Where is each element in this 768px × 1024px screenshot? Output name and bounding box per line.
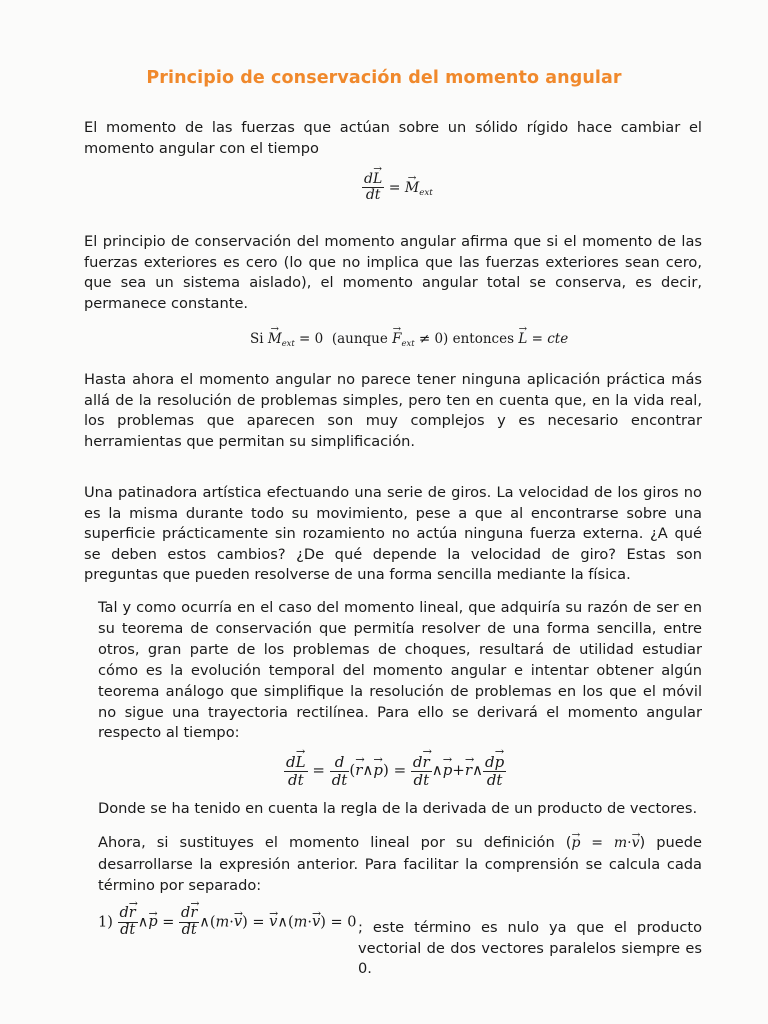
- eq-text-entonces: entonces: [452, 331, 515, 347]
- subscript-ext: ext: [419, 187, 433, 198]
- eq-text-si: Si: [250, 331, 264, 347]
- page-title: Principio de conservación del momento angular: [146, 68, 622, 88]
- item-label-1: 1): [98, 914, 113, 931]
- equation-term-1: 1) $\frac{d\to r}{dt}$ ∧→ p = $\frac{d\to r}{dt}$ ∧(m·→ v) = → v∧(m·→ v) = 0: [98, 906, 356, 939]
- paragraph-linear-momentum: Tal y como ocurría en el caso del momento lineal, que adquiría su razón de ser en su teorema de conservación que permitía resolver de una forma sencilla, entre otros, gran parte de los problemas de choques, resultará de utilidad estudiar cómo es la evolución temporal del momento angular e intentar obtener algún teorema análogo que simplifique la resolución de problemas en los que el móvil no sigue una trayectoria rectilínea. Para ello se derivará el momento angular respecto al tiempo:: [98, 599, 702, 742]
- paragraph-term-1-explanation: [358, 918, 702, 980]
- paragraph-substitute: [98, 832, 702, 896]
- equation-conservation: $Si \to M_{ext} = 0$ (aunque → $F_{ext} \ne 0$) entonces → L = cte: [250, 331, 568, 348]
- eq-text-cte: = cte: [531, 331, 569, 347]
- paragraph-principle: El principio de conservación del momento angular afirma que si el momento de las fuerzas exteriores es cero (lo que no implica que las fuerzas exteriores sean cero, que sea un sistema aislado), el momento angular total se conserva, es decir, permanece constante.: [84, 233, 702, 312]
- eq-text-eq0: = 0: [299, 331, 324, 347]
- eq-text-aunque: (aunque: [331, 331, 388, 347]
- paragraph-product-rule: Donde se ha tenido en cuenta la regla de la derivada de un producto de vectores.: [98, 800, 698, 817]
- eq-text-neq0: ≠ 0): [418, 331, 449, 347]
- paragraph-skater: Una patinadora artística efectuando una serie de giros. La velocidad de los giros no es la misma durante todo su movimiento, pese a que al encontrarse sobre una superficie prácticamente sin rozamiento no actúa ninguna fuerza externa. ¿A qué se deben estos cambios? ¿De qué depende la velocidad de giro? Estas son preguntas que pueden resolverse de una forma sencilla mediante la física.: [84, 484, 702, 583]
- equation-torque: $\frac{d\to L}{dt}$ = → $M_{ext}$: [362, 172, 433, 204]
- equation-derivative-angular-momentum: $\frac{d\to L}{dt}$ = $\frac{d}{dt}$ (→ r∧→ p) = $\frac{d\to r}{dt}$ ∧→ p+→ r∧ $\frac{d\to p}{dt}$: [284, 754, 506, 788]
- paragraph-intro: El momento de las fuerzas que actúan sobre un sólido rígido hace cambiar el momento angular con el tiempo: [84, 119, 702, 157]
- paragraph-substitute-start: Ahora, si sustituyes el momento lineal por su definición (: [98, 834, 572, 851]
- inline-equation-p-mv: → p = m·→ v: [571, 835, 639, 851]
- fraction-dL-dt: $\frac{d\to L}{dt}$: [362, 172, 384, 204]
- paragraph-substitute-end: ) puede desarrollarse la expresión anterior. Para facilitar la comprensión se calcula cada término por separado:: [98, 834, 702, 894]
- paragraph-practical: Hasta ahora el momento angular no parece tener ninguna aplicación práctica más allá de la resolución de problemas simples, pero ten en cuenta que, en la vida real, los problemas que aparecen son muy complejos y es necesario encontrar herramientas que permitan su simplificación.: [84, 371, 702, 450]
- paragraph-term-1-text: ; este término es nulo ya que el producto vectorial de dos vectores paralelos siempre es 0.: [358, 919, 702, 977]
